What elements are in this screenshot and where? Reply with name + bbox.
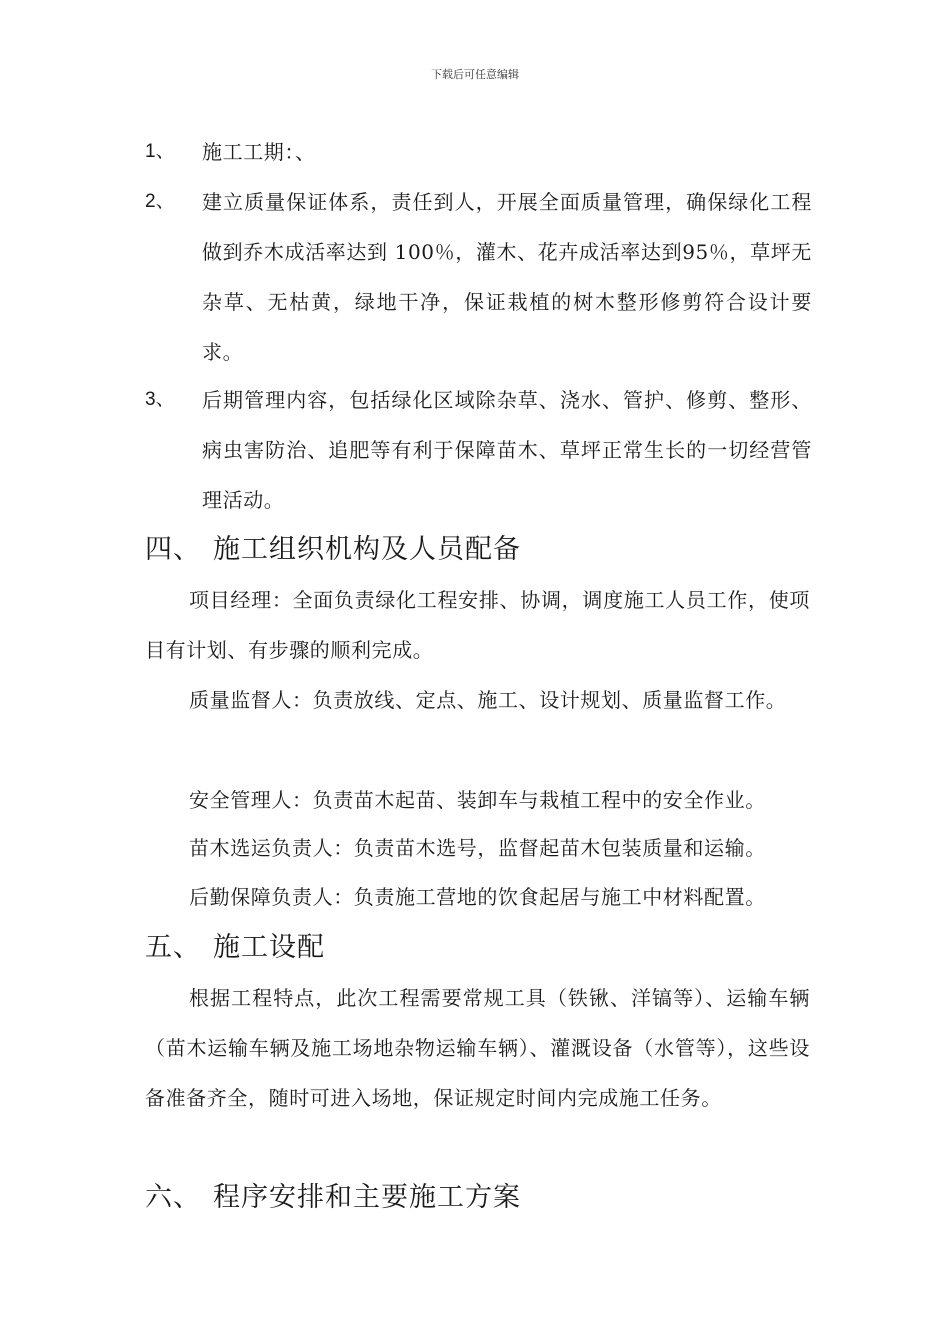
list-text: 施工工期：、	[202, 140, 316, 164]
section-number: 六、	[145, 1182, 201, 1213]
section-heading	[145, 530, 521, 570]
paragraph: 安全管理人：负责苗木起苗、装卸车与栽植工程中的安全作业。	[189, 788, 766, 812]
section-title: 施工组织机构及人员配备	[213, 534, 521, 565]
section-heading	[145, 1178, 521, 1218]
list-text: 后期管理内容，包括绿化区域除杂草、浇水、管护、修剪、整形、病虫害防治、追肥等有利于保障苗木、草坪正常生长的一切经营管理活动。	[202, 388, 812, 512]
section-title: 施工设配	[213, 932, 325, 963]
paragraph: 苗木选运负责人：负责苗木选号，监督起苗木包装质量和运输。	[189, 836, 766, 860]
paragraph: 后勤保障负责人：负责施工营地的饮食起居与施工中材料配置。	[189, 885, 766, 909]
list-number: 3、	[145, 389, 175, 410]
paragraph: 项目经理：全面负责绿化工程安排、协调，调度施工人员工作，使项目有计划、有步骤的顺利完成。	[145, 588, 810, 662]
section-number: 四、	[145, 534, 201, 565]
list-number: 2、	[145, 191, 175, 212]
section-number: 五、	[145, 932, 201, 963]
paragraph: 根据工程特点，此次工程需要常规工具（铁锹、洋镐等）、运输车辆（苗木运输车辆及施工场地杂物运输车辆）、灌溉设备（水管等），这些设备准备齐全，随时可进入场地，保证规定时间内完成施工任务。	[145, 986, 810, 1110]
list-text: 建立质量保证体系，责任到人，开展全面质量管理，确保绿化工程做到乔木成活率达到 100％，灌木、花卉成活率达到95％，草坪无杂草、无枯黄，绿地干净，保证栽植的树木整形修剪符合设计要求。	[202, 190, 812, 364]
page-header-note: 下载后可任意编辑	[431, 68, 519, 81]
paragraph: 质量监督人：负责放线、定点、施工、设计规划、质量监督工作。	[189, 688, 787, 712]
section-heading	[145, 928, 325, 968]
section-title: 程序安排和主要施工方案	[213, 1182, 521, 1213]
list-number: 1、	[145, 141, 175, 162]
